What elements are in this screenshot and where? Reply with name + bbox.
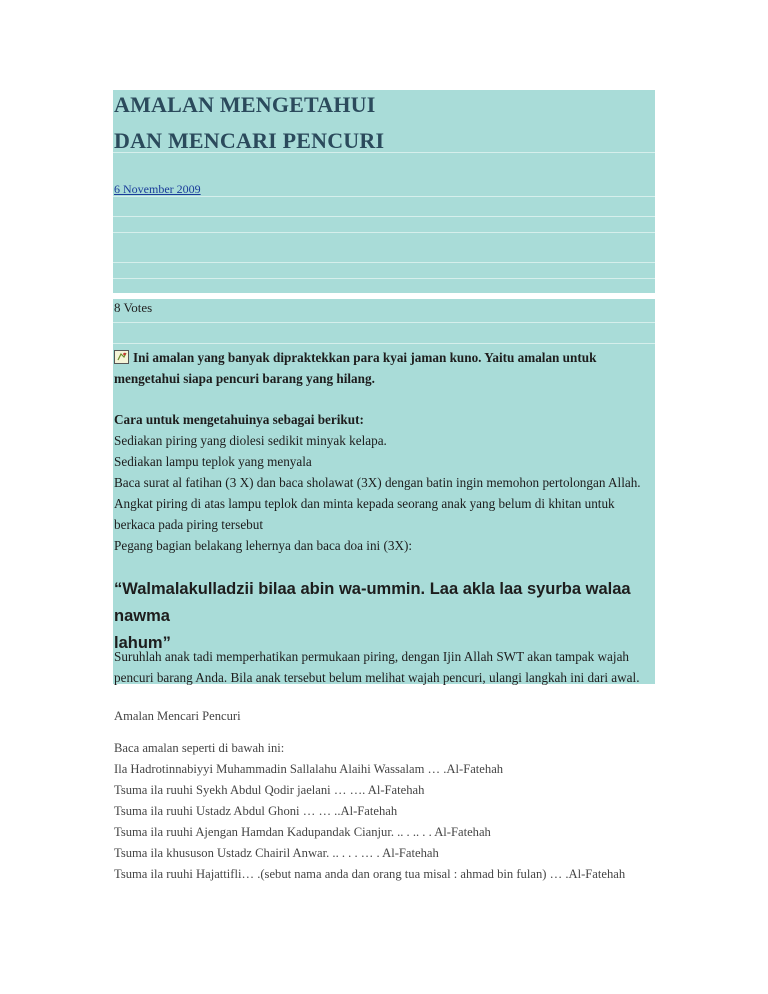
- prayer-line-2: lahum”: [114, 634, 171, 652]
- date-link[interactable]: 6 November 2009: [114, 182, 201, 196]
- section-heading: Amalan Mencari Pencuri: [114, 709, 241, 723]
- step-line: Pegang bagian belakang lehernya dan baca doa ini (3X):: [114, 538, 413, 553]
- closing-line-2: pencuri barang Anda. Bila anak tersebut belum melihat wajah pencuri, ulangi langkah ini dari awal.: [114, 670, 640, 685]
- page-title-line-1: AMALAN MENGETAHUI: [114, 92, 376, 117]
- step-line: Baca surat al fatihan (3 X) dan baca sholawat (3X) dengan batin ingin memohon pertolongan Allah.: [114, 475, 641, 490]
- prayer-list-line: Tsuma ila ruuhi Ajengan Hamdan Kadupandak Cianjur. .. . .. . . Al-Fatehah: [114, 825, 491, 839]
- band-divider: [113, 278, 655, 279]
- intro-paragraph: [114, 347, 654, 389]
- band-divider: [113, 322, 655, 323]
- prayer-list-line: Tsuma ila ruuhi Ustadz Abdul Ghoni … … ..Al-Fatehah: [114, 804, 398, 818]
- step-line: Sediakan piring yang diolesi sedikit minyak kelapa.: [114, 433, 387, 448]
- intro-line-1: Ini amalan yang banyak dipraktekkan para kyai jaman kuno. Yaitu amalan untuk: [133, 350, 597, 365]
- prayer-list-line: Tsuma ila ruuhi Syekh Abdul Qodir jaelani … …. Al-Fatehah: [114, 783, 425, 797]
- steps-heading: Cara untuk mengetahuinya sebagai berikut:: [114, 412, 364, 427]
- prayer-list-line: Ila Hadrotinnabiyyi Muhammadin Sallalahu Alaihi Wassalam … .Al-Fatehah: [114, 762, 504, 776]
- second-section-body: [114, 738, 674, 885]
- closing-paragraph: [114, 646, 654, 688]
- votes-count: 8 Votes: [114, 300, 153, 315]
- section-intro: Baca amalan seperti di bawah ini:: [114, 741, 285, 755]
- intro-line-2: mengetahui siapa pencuri barang yang hilang.: [114, 371, 375, 386]
- step-line: Angkat piring di atas lampu teplok dan minta kepada seorang anak yang belum di khitan untuk: [114, 496, 615, 511]
- step-line: Sediakan lampu teplok yang menyala: [114, 454, 312, 469]
- band-divider: [113, 262, 655, 263]
- band-divider: [113, 216, 655, 217]
- broken-image-icon: [114, 350, 129, 364]
- prayer-list-line: Tsuma ila khususon Ustadz Chairil Anwar. .. . . . … . Al-Fatehah: [114, 846, 439, 860]
- page-title-line-2: DAN MENCARI PENCURI: [114, 128, 385, 153]
- closing-line-1: Suruhlah anak tadi memperhatikan permukaan piring, dengan Ijin Allah SWT akan tampak wajah: [114, 649, 630, 664]
- prayer-list-line: Tsuma ila ruuhi Hajattifli… .(sebut nama anda dan orang tua misal : ahmad bin fulan) … .Al-Fatehah: [114, 867, 626, 881]
- band-divider: [113, 232, 655, 233]
- steps-block: [114, 409, 654, 556]
- prayer-quote: [114, 576, 654, 657]
- band-divider: [113, 343, 655, 344]
- prayer-line-1: “Walmalakulladzii bilaa abin wa-ummin. Laa akla laa syurba walaa nawma: [114, 580, 631, 625]
- step-line: berkaca pada piring tersebut: [114, 517, 264, 532]
